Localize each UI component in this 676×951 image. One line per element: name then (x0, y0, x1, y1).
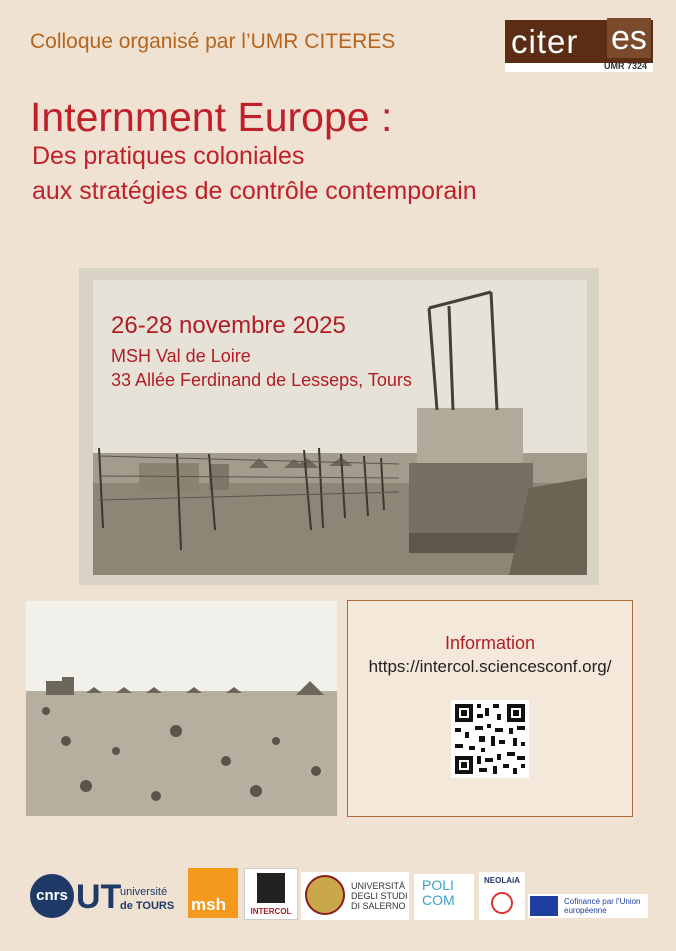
event-dates: 26-28 novembre 2025 (111, 312, 346, 339)
ut-mark: UT (76, 878, 122, 916)
citeres-umr-label: UMR 7324 (603, 61, 647, 71)
eu-flag-icon (530, 896, 558, 916)
msh-logo-text: msh (191, 895, 226, 914)
salerno-seal-icon (305, 875, 345, 915)
policom-logo-text: POLI COM (422, 877, 455, 908)
msh-logo (188, 868, 238, 918)
page-title: Internment Europe : (30, 94, 393, 140)
intercol-logo-text: INTERCOL (250, 907, 292, 916)
eu-cofunding-logo (528, 894, 648, 918)
universite-de-tours-logo (76, 880, 186, 920)
information-box (347, 600, 633, 817)
policom-logo (414, 874, 474, 920)
qr-code-icon[interactable] (451, 700, 529, 778)
information-url-link[interactable]: https://intercol.sciencesconf.org/ (368, 657, 612, 676)
information-label: Information (444, 633, 536, 653)
citeres-logo-text: citer (511, 23, 579, 60)
intercol-logo (244, 868, 298, 920)
citeres-logo (505, 20, 653, 72)
desert-camp-photo (26, 601, 337, 816)
subtitle-line-2: aux stratégies de contrôle contemporain (32, 177, 477, 205)
venue-name: MSH Val de Loire (111, 346, 251, 366)
subtitle-line-1: Des pratiques coloniales (32, 142, 305, 170)
neolaia-logo-text: NEOLAiA (484, 876, 520, 885)
citeres-logo-text-es: es (607, 18, 651, 58)
universita-salerno-logo (301, 872, 409, 920)
venue-address: 33 Allée Ferdinand de Lesseps, Tours (111, 370, 412, 390)
eu-cofunding-text: Cofinancé par l’Union européenne (564, 897, 641, 915)
neolaia-ring-icon (491, 892, 513, 914)
neolaia-logo (479, 872, 525, 920)
cnrs-logo: cnrs (30, 874, 74, 918)
partner-logos (28, 866, 653, 922)
ut-label-line-2: de TOURS (120, 900, 175, 912)
organizer-line: Colloque organisé par l’UMR CITERES (30, 30, 396, 53)
salerno-logo-text: UNIVERSITÀ DEGLI STUDI DI SALERNO (351, 881, 408, 911)
ut-label-line-1: université (120, 886, 168, 898)
